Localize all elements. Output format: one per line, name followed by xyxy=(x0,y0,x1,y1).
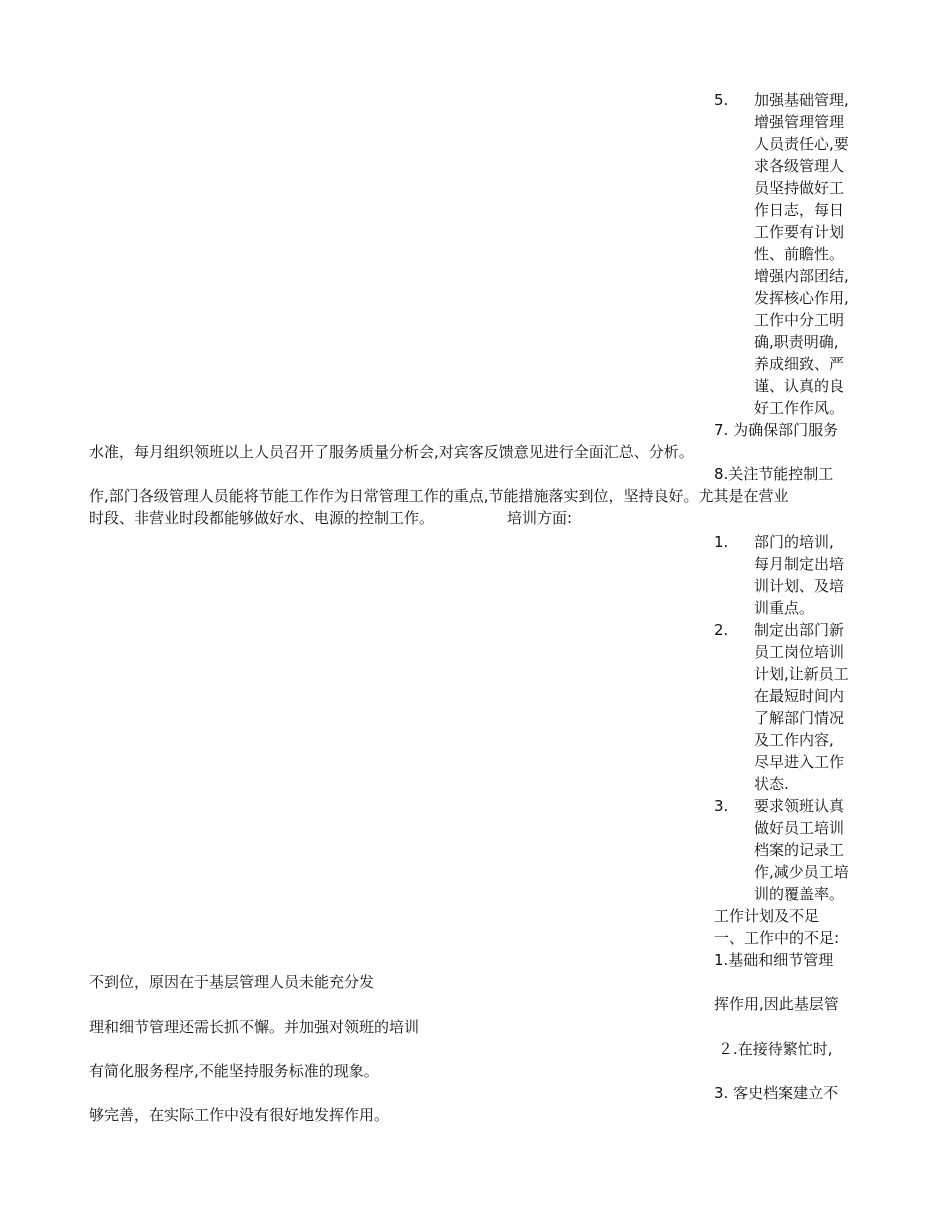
training-1-line: 部门的培训, xyxy=(754,533,834,551)
shortcoming-1-continuation: 不到位，原因在于基层管理人员未能充分发 xyxy=(89,973,375,991)
training-2-text xyxy=(754,619,864,795)
item-8-continuation-2: 时段、非营业时段都能够做好水、电源的控制工作。 xyxy=(89,509,435,527)
item-5-line: 谨、认真的良 xyxy=(754,377,845,395)
training-3-text xyxy=(754,795,864,905)
item-5-line: 性、前瞻性。 xyxy=(754,245,845,263)
item-5-line: 养成细致、严 xyxy=(754,355,845,373)
item-7-heading: 7. 为确保部门服务 xyxy=(714,421,839,439)
training-2-line: 尽早进入工作 xyxy=(754,753,845,771)
shortcoming-1-continuation-right: 挥作用,因此基层管 xyxy=(714,995,839,1013)
shortcoming-3-continuation: 够完善，在实际工作中没有很好地发挥作用。 xyxy=(89,1106,390,1124)
training-2-line: 了解部门情况 xyxy=(754,709,845,727)
item-5-line: 员坚持做好工 xyxy=(754,179,845,197)
item-5-line: 人员责任心,要 xyxy=(754,135,849,153)
training-3-line: 要求领班认真 xyxy=(754,797,845,815)
item-5-line: 工作中分工明 xyxy=(754,311,845,329)
training-1-line: 训计划、及培 xyxy=(754,577,845,595)
training-3-line: 作,减少员工培 xyxy=(754,863,849,881)
item-7-continuation: 水准，每月组织领班以上人员召开了服务质量分析会,对宾客反馈意见进行全面汇总、分析。 xyxy=(89,443,694,461)
item-5-line: 工作要有计划 xyxy=(754,223,845,241)
training-2-line: 员工岗位培训 xyxy=(754,643,845,661)
training-3-line: 档案的记录工 xyxy=(754,841,845,859)
training-2-line: 状态. xyxy=(754,775,789,793)
training-3-line: 训的覆盖率。 xyxy=(754,885,845,903)
training-2-number: 2. xyxy=(714,621,729,639)
item-8-heading: 8.关注节能控制工 xyxy=(714,465,834,483)
training-3-number: 3. xyxy=(714,797,729,815)
item-5-line: 发挥核心作用, xyxy=(754,289,849,307)
item-5-text xyxy=(754,89,864,419)
item-5-line: 作日志，每日 xyxy=(754,201,845,219)
item-5-line: 求各级管理人 xyxy=(754,157,845,175)
item-5-line: 加强基础管理, xyxy=(754,91,849,109)
training-2-line: 制定出部门新 xyxy=(754,621,845,639)
training-1-line: 训重点。 xyxy=(754,599,815,617)
item-5-number: 5. xyxy=(714,91,729,109)
work-plan-title: 工作计划及不足 xyxy=(714,907,820,925)
training-2-line: 计划,让新员工 xyxy=(754,665,849,683)
training-2-line: 及工作内容, xyxy=(754,731,834,749)
shortcoming-3-heading: 3. 客史档案建立不 xyxy=(714,1084,839,1102)
shortcoming-1-continuation-2: 理和细节管理还需长抓不懈。并加强对领班的培训 xyxy=(89,1018,420,1036)
training-1-number: 1. xyxy=(714,533,729,551)
item-8-continuation: 作,部门各级管理人员能将节能工作作为日常管理工作的重点,节能措施落实到位，坚持良好。尤其是在营业 xyxy=(89,487,789,505)
item-5-line: 增强内部团结, xyxy=(754,267,849,285)
training-3-line: 做好员工培训 xyxy=(754,819,845,837)
shortcoming-1-heading: 1.基础和细节管理 xyxy=(714,951,834,969)
item-5-line: 增强管理管理 xyxy=(754,113,845,131)
item-5-line: 好工作作风。 xyxy=(754,399,845,417)
training-2-line: 在最短时间内 xyxy=(754,687,845,705)
shortcoming-2-continuation: 有简化服务程序,不能坚持服务标准的现象。 xyxy=(89,1062,379,1080)
training-heading: 培训方面: xyxy=(507,509,573,527)
shortcoming-2-heading: ２.在接待繁忙时, xyxy=(718,1040,833,1058)
training-1-line: 每月制定出培 xyxy=(754,555,845,573)
item-5-line: 确,职责明确, xyxy=(754,333,839,351)
shortcomings-title: 一、工作中的不足: xyxy=(714,929,840,947)
training-1-text xyxy=(754,531,864,619)
